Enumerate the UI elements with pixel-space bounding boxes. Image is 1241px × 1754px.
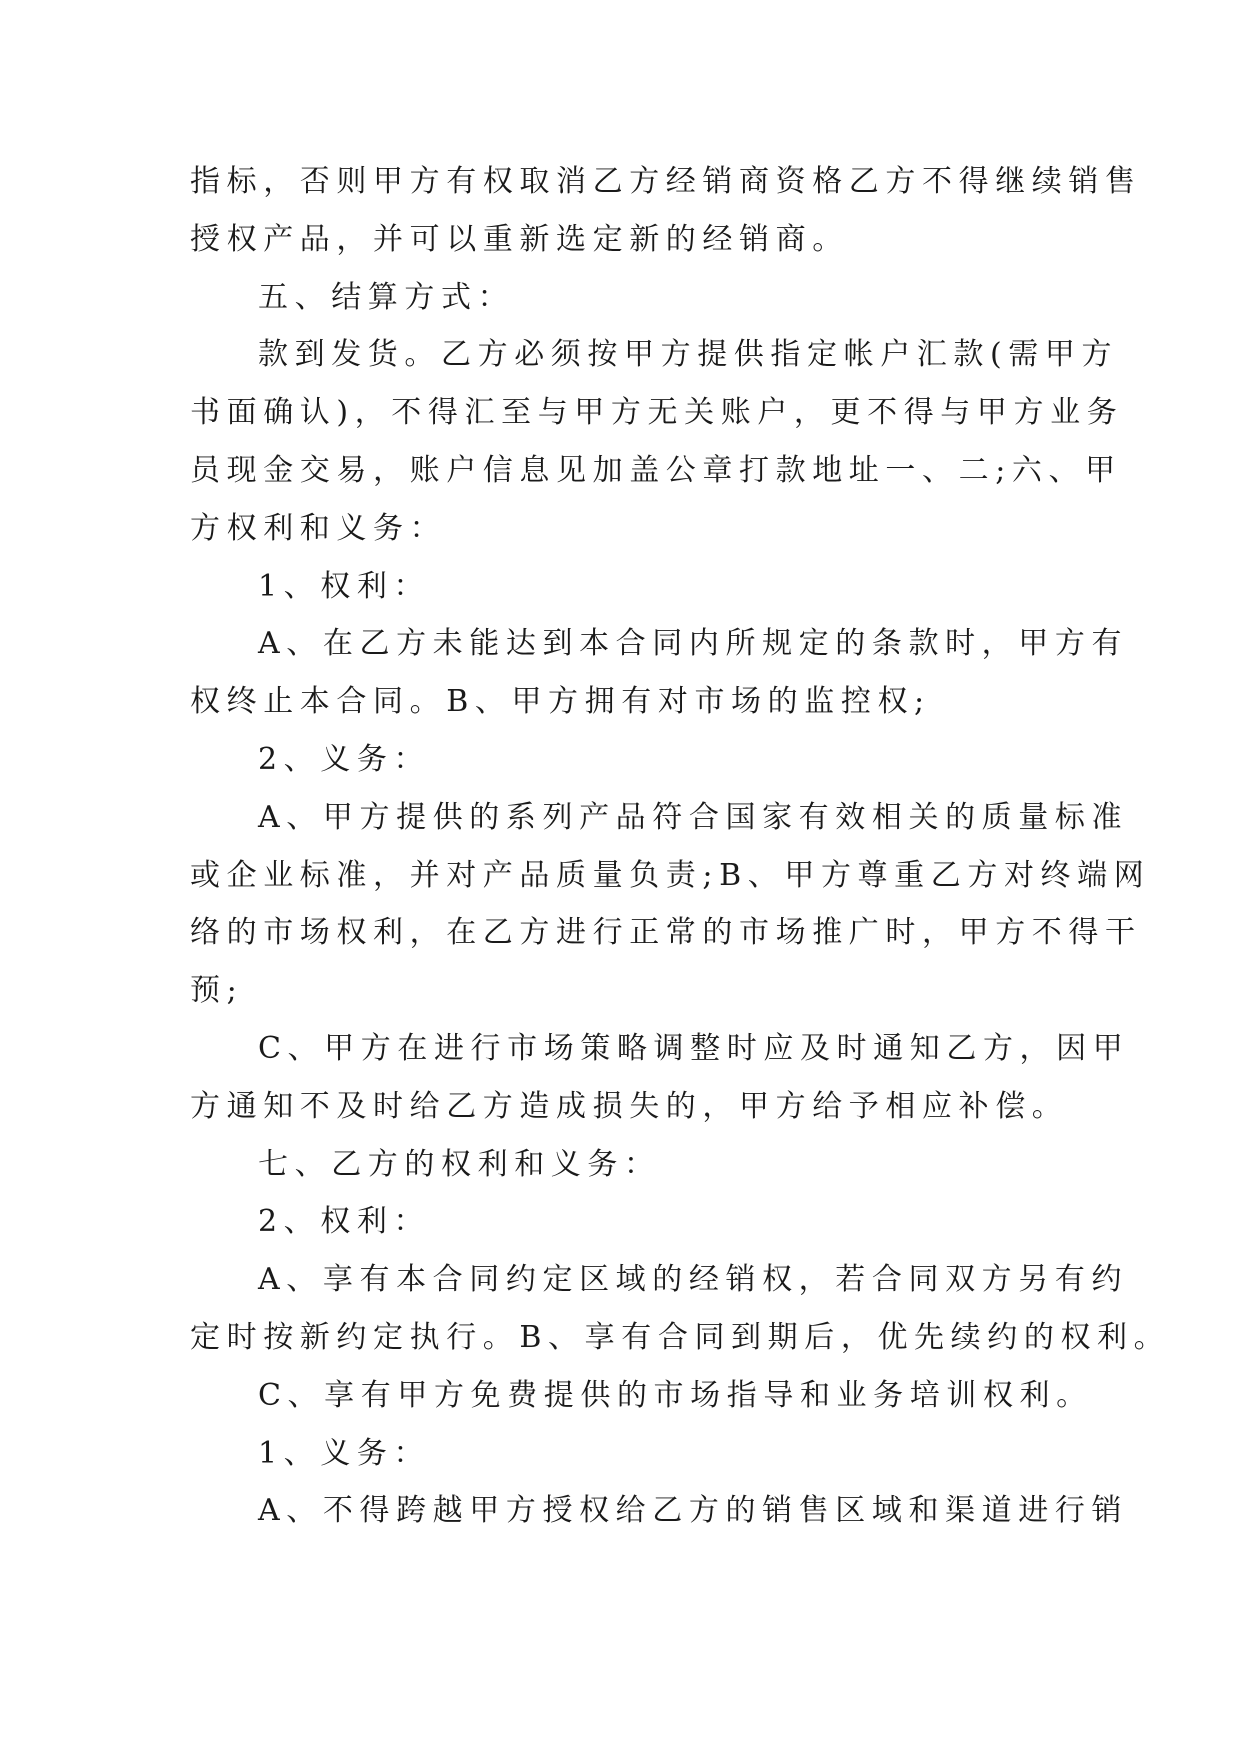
document-line: 指标，否则甲方有权取消乙方经销商资格乙方不得继续销售	[190, 164, 1142, 199]
document-line: C、甲方在进行市场策略调整时应及时通知乙方，因甲	[258, 1030, 1130, 1066]
document-line: C、享有甲方免费提供的市场指导和业务培训权利。	[258, 1377, 1093, 1413]
document-line: 预;	[190, 973, 244, 1009]
document-line: A、享有本合同约定区域的经销权，若合同双方另有约	[258, 1262, 1129, 1298]
document-line: 款到发货。乙方必须按甲方提供指定帐户汇款(需甲方	[258, 337, 1119, 373]
document-line: 五、结算方式：	[258, 279, 515, 315]
document-line: 定时按新约定执行。B、享有合同到期后，优先续约的权利。	[190, 1319, 1171, 1355]
document-line: A、在乙方未能达到本合同内所规定的条款时，甲方有	[258, 626, 1129, 662]
document-body	[190, 153, 1171, 1540]
document-line: 络的市场权利，在乙方进行正常的市场推广时，甲方不得干	[190, 915, 1142, 951]
document-line: 七、乙方的权利和义务：	[258, 1146, 661, 1182]
document-line: 2、权利：	[258, 1204, 431, 1240]
document-line: 2、义务：	[258, 741, 431, 777]
document-line: 1、权利：	[258, 568, 431, 604]
document-line: A、不得跨越甲方授权给乙方的销售区域和渠道进行销	[258, 1493, 1129, 1529]
document-line: A、甲方提供的系列产品符合国家有效相关的质量标准	[258, 799, 1129, 835]
document-line: 方通知不及时给乙方造成损失的，甲方给予相应补偿。	[190, 1088, 1069, 1124]
document-line: 员现金交易，账户信息见加盖公章打款地址一、二;六、甲	[190, 452, 1122, 488]
document-line: 书面确认)，不得汇至与甲方无关账户，更不得与甲方业务	[190, 395, 1124, 431]
document-line: 授权产品，并可以重新选定新的经销商。	[190, 221, 849, 257]
document-line: 或企业标准，并对产品质量负责;B、甲方尊重乙方对终端网	[190, 857, 1151, 893]
document-line: 方权利和义务：	[190, 510, 447, 546]
document-line: 权终止本合同。B、甲方拥有对市场的监控权;	[190, 684, 931, 720]
document-line: 1、义务：	[258, 1435, 431, 1471]
